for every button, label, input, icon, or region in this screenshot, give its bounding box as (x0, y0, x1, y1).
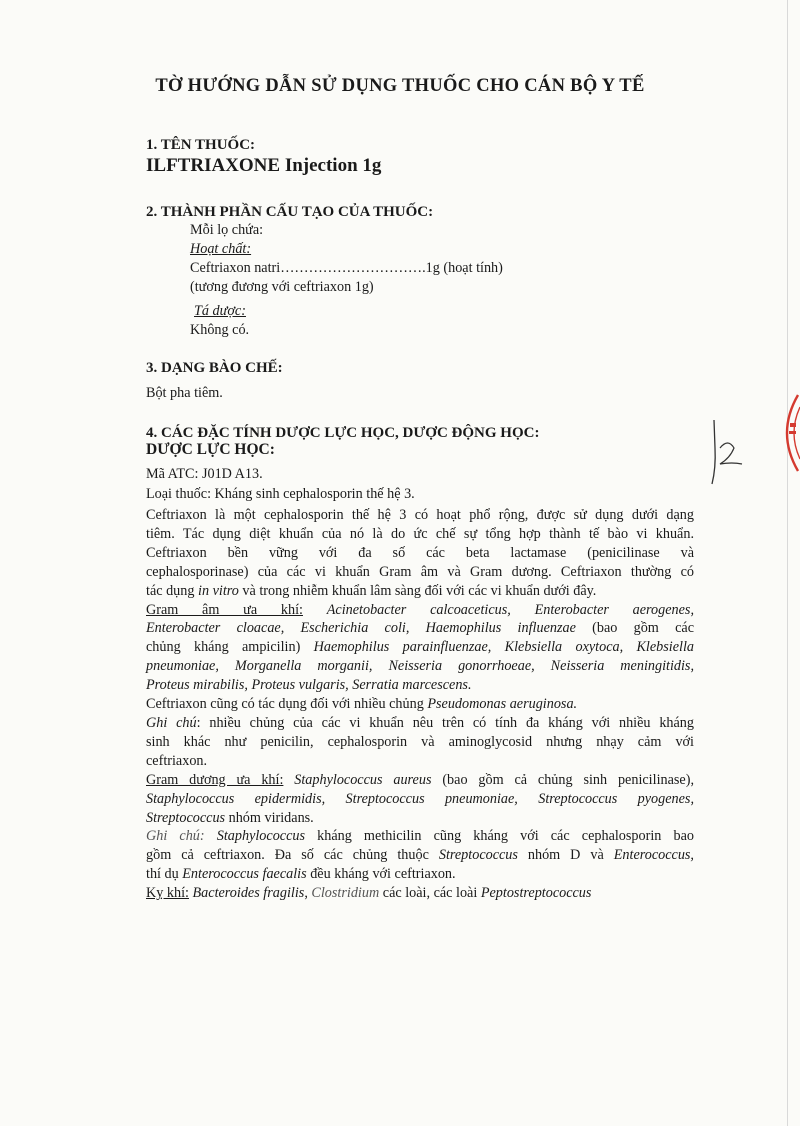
paragraph-line: tiêm. Tác dụng diệt khuẩn của nó là do ức chế sự tổng hợp thành tế bào vi khuẩn. (146, 525, 694, 542)
excipient-value: Không có. (190, 322, 250, 338)
gram-negative-label: Gram âm ưa khí: (146, 601, 303, 618)
scan-edge-line (787, 0, 788, 1126)
drug-name: ILFTRIAXONE Injection 1g (146, 155, 382, 176)
paragraph-line: cephalosporinase) của các vi khuẩn Gram âm và Gram dương. Ceftriaxon thường có (146, 563, 694, 580)
pharmacodynamics-heading: DƯỢC LỰC HỌC: (146, 441, 275, 458)
anaerobe-line: Kỵ khí: Bacteroides fragilis, Clostridium các loài, các loài Peptostreptococcus (146, 885, 592, 902)
section-4-heading: 4. CÁC ĐẶC TÍNH DƯỢC LỰC HỌC, DƯỢC ĐỘNG HỌC: (146, 425, 540, 441)
note-2-line: gồm cả ceftriaxon. Đa số các chủng thuộc Streptococcus nhóm D và Enterococcus, (146, 847, 694, 864)
gram-negative-line: chủng kháng ampicilin) Haemophilus parainfluenzae, Klebsiella oxytoca, Klebsiella (146, 639, 694, 656)
document-title: TỜ HƯỚNG DẪN SỬ DỤNG THUỐC CHO CÁN BỘ Y TẾ (155, 76, 645, 96)
gram-negative-line: Enterobacter cloacae, Escherichia coli, Haemophilus influenzae (bao gồm các (146, 620, 694, 637)
equivalent-note: (tương đương với ceftriaxon 1g) (190, 279, 374, 295)
section-3-heading: 3. DẠNG BÀO CHẾ: (146, 360, 283, 376)
excipient-label: Tá dược: (194, 303, 246, 319)
gram-positive-label: Gram dương ưa khí: (146, 771, 284, 788)
red-stamp-fragment (772, 393, 800, 473)
paragraph-line: Ceftriaxon là một cephalosporin thế hệ 3 có hoạt phổ rộng, được sử dụng dưới dạng (146, 507, 694, 523)
gram-negative-line: Gram âm ưa khí: Acinetobacter calcoaceticus, Enterobacter aerogenes, (146, 601, 694, 618)
note-1-line: ceftriaxon. (146, 752, 208, 769)
atc-code: Mã ATC: J01D A13. (146, 466, 263, 482)
gram-positive-line: Streptococcus nhóm viridans. (146, 809, 314, 826)
per-vial-label: Mỗi lọ chứa: (190, 222, 264, 238)
pharmacodynamics-paragraph (146, 506, 694, 903)
active-ingredient-line: Ceftriaxon natri………………………….1g (hoạt tính) (190, 260, 503, 276)
note-2-line: Ghi chú: Staphylococcus kháng methicilin cũng kháng với các cephalosporin bao (146, 828, 694, 845)
gram-positive-line: Staphylococcus epidermidis, Streptococcus pneumoniae, Streptococcus pyogenes, (146, 790, 694, 807)
pseudomonas-line: Ceftriaxon cũng có tác dụng đối với nhiều chủng Pseudomonas aeruginosa. (146, 696, 578, 713)
drug-class: Loại thuốc: Kháng sinh cephalosporin thế hệ 3. (146, 486, 415, 502)
note-1-line: Ghi chú: nhiều chủng của các vi khuẩn nêu trên có tính đa kháng với nhiều kháng (146, 714, 694, 731)
section-2-heading: 2. THÀNH PHẦN CẤU TẠO CỦA THUỐC: (146, 204, 434, 220)
active-ingredient-label: Hoạt chất: (190, 241, 252, 257)
paragraph-line: Ceftriaxon bền vững với đa số các beta lactamase (penicilinase và (146, 544, 694, 561)
anaerobe-label: Kỵ khí: (146, 885, 189, 902)
initials-signature-mark (706, 418, 748, 488)
section-1-heading: 1. TÊN THUỐC: (146, 137, 256, 153)
note-1-line: sinh khác như penicilin, cephalosporin và aminoglycosid nhưng nhạy cảm với (146, 733, 694, 750)
gram-positive-line: Gram dương ưa khí: Staphylococcus aureus (bao gồm cả chủng sinh penicilinase), (146, 771, 694, 788)
paragraph-line: tác dụng in vitro và trong nhiễm khuẩn lâm sàng đối với các vi khuẩn dưới đây. (146, 582, 597, 599)
gram-negative-line: Proteus mirabilis, Proteus vulgaris, Serratia marcescens. (146, 677, 472, 694)
note-2-line: thí dụ Enterococcus faecalis đều kháng với ceftriaxon. (146, 866, 456, 883)
dosage-form-value: Bột pha tiêm. (146, 385, 223, 401)
gram-negative-line: pneumoniae, Morganella morganii, Neisseria gonorrhoeae, Neisseria meningitidis, (146, 658, 694, 675)
